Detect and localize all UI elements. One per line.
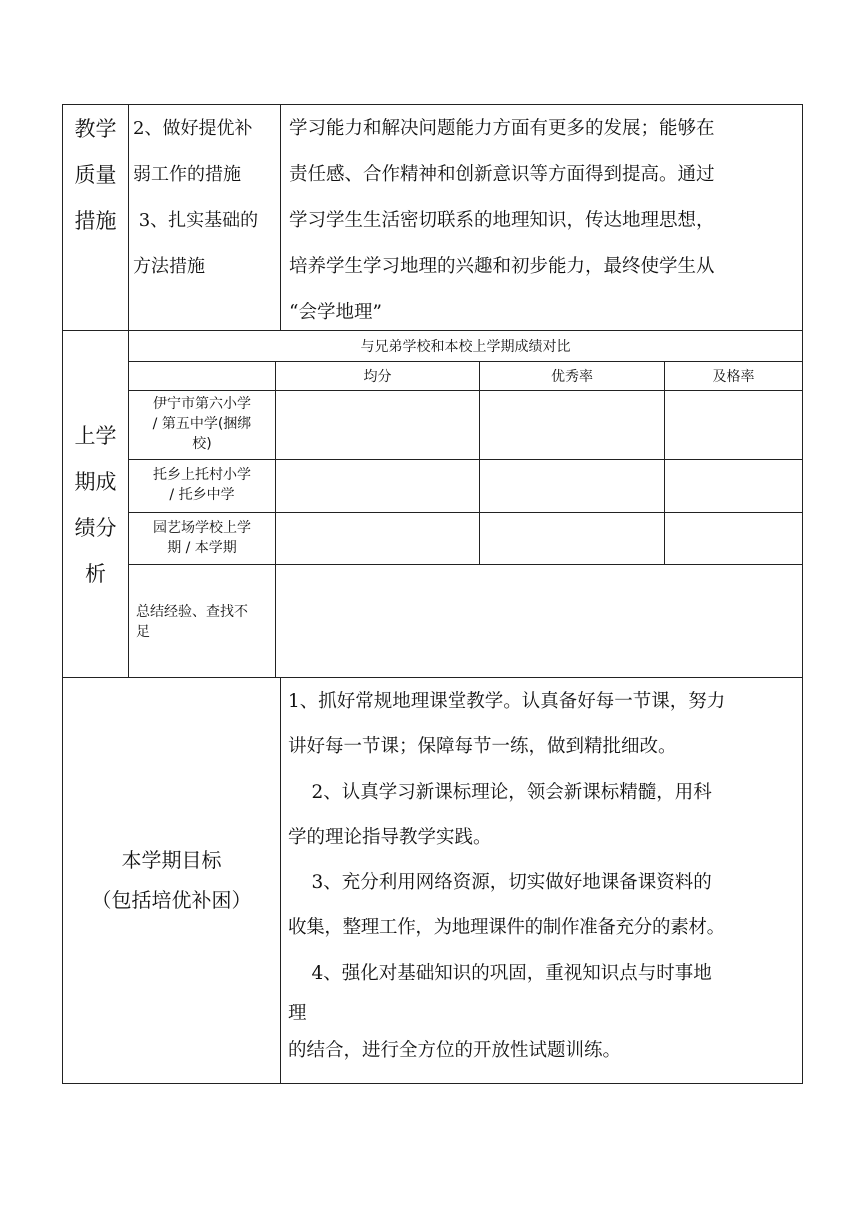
header-pass-rate: 及格率 [712, 369, 755, 385]
header-excellent-rate: 优秀率 [551, 369, 593, 385]
measure-line: 方法措施 [133, 256, 205, 277]
summary-label-line: 总结经验、查找不 [136, 604, 248, 620]
goal-line: 收集，整理工作，为地理课件的制作准备充分的素材。 [288, 917, 725, 939]
school-name-line: 托乡上托村小学 [153, 467, 251, 483]
school-name-line: / 第五中学(捆绑 [152, 416, 252, 432]
summary-label [136, 602, 274, 642]
measure-line: 弱工作的措施 [133, 164, 241, 185]
section1-label-line: 质量 [74, 163, 117, 187]
section1-label-line: 措施 [74, 209, 117, 233]
section3-goals [288, 679, 800, 1070]
school-name-line: 期 / 本学期 [167, 540, 237, 556]
goal-line: 理 [288, 1003, 307, 1025]
content-line: 学习学生生活密切联系的地理知识，传达地理思想， [289, 210, 715, 231]
measure-line: 2、做好提优补 [133, 118, 253, 139]
goal-line: 学的理论指导教学实践。 [288, 826, 492, 848]
section1-content [289, 106, 797, 336]
table-row-school-name [129, 518, 275, 558]
content-line: 责任感、合作精神和创新意识等方面得到提高。通过 [289, 164, 715, 185]
content-line: “会学地理” [289, 302, 382, 323]
goal-line: 4、强化对基础知识的巩固，重视知识点与时事地 [288, 962, 712, 984]
goal-line: 2、认真学习新课标理论，领会新课标精髓，用科 [288, 781, 712, 803]
section2-label-line: 上学 [74, 424, 117, 448]
header-average: 均分 [363, 369, 392, 385]
content-line: 培养学生学习地理的兴趣和初步能力，最终使学生从 [289, 256, 715, 277]
table-row-school-name [129, 465, 275, 505]
summary-label-line: 足 [136, 624, 150, 640]
school-name-line: 伊宁市第六小学 [153, 396, 251, 412]
goal-line: 1、抓好常规地理课堂教学。认真备好每一节课，努力 [288, 691, 726, 712]
section3-label [63, 840, 280, 920]
section3-label-line: （包括培优补困） [91, 888, 252, 912]
goal-line: 3、充分利用网络资源，切实做好地课备课资料的 [288, 872, 712, 894]
section1-measures [133, 106, 279, 290]
table-row-school-name [129, 394, 275, 454]
content-line: 学习能力和解决问题能力方面有更多的发展；能够在 [289, 118, 715, 139]
section2-label-line: 期成 [74, 470, 117, 494]
school-name-line: 校) [192, 436, 212, 452]
section2-label-line: 析 [85, 562, 106, 586]
school-name-line: / 托乡中学 [169, 487, 235, 503]
goal-line: 的结合，进行全方位的开放性试题训练。 [288, 1040, 622, 1062]
school-name-line: 园艺场学校上学 [153, 520, 251, 536]
goal-line: 讲好每一节课；保障每节一练，做到精批细改。 [288, 736, 677, 758]
section2-label [63, 413, 128, 597]
section1-label-line: 教学 [74, 117, 117, 141]
measure-line: 3、扎实基础的 [133, 210, 259, 231]
section3-label-line: 本学期目标 [121, 848, 222, 872]
comparison-table-title: 与兄弟学校和本校上学期成绩对比 [360, 339, 571, 355]
section2-label-line: 绩分 [74, 516, 117, 540]
section1-label [63, 106, 128, 244]
